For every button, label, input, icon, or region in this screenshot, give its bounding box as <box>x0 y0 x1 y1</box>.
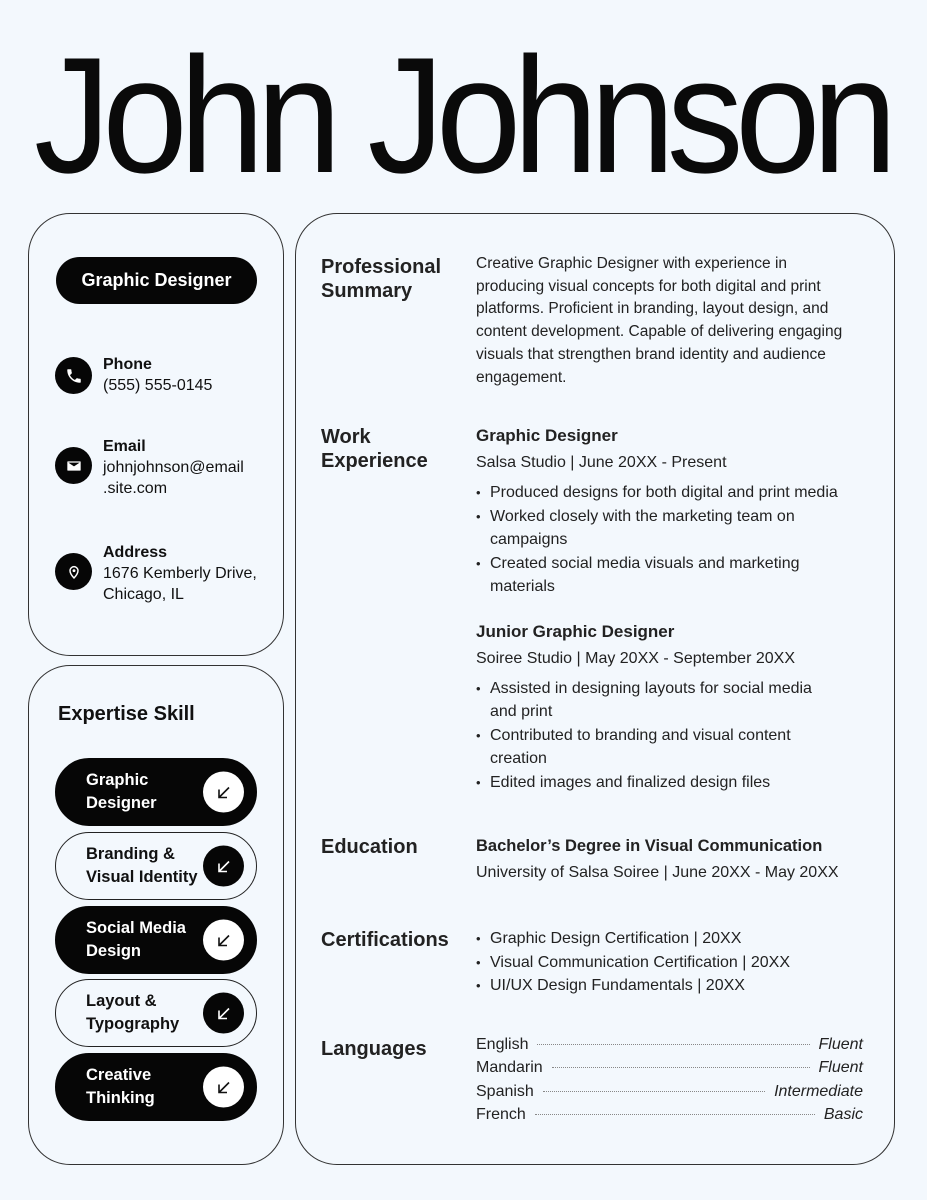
summary-title-line1: Professional <box>321 256 442 278</box>
certification-list <box>476 927 871 998</box>
phone-value[interactable]: (555) 555-0145 <box>103 377 213 394</box>
skills-title: Expertise Skill <box>58 703 195 725</box>
work-title-line2: Experience <box>321 450 428 472</box>
skill-label <box>86 769 206 815</box>
email-value-line1[interactable]: johnjohnson@email <box>103 459 244 476</box>
language-name: French <box>476 1105 526 1123</box>
skill-label-line2: Designer <box>86 794 157 812</box>
job-meta: Soiree Studio | May 20XX - September 20XX <box>476 649 795 667</box>
language-name: English <box>476 1036 529 1053</box>
language-name: Mandarin <box>476 1059 543 1077</box>
language-level: Fluent <box>818 1059 863 1077</box>
skill-label <box>86 917 206 963</box>
skill-pill[interactable] <box>55 979 257 1047</box>
summary-text: Creative Graphic Designer with experience in producing visual concepts for both digital and print platforms. Proficient in branding, layout design, and content development. Capable of delivering engaging visuals that strengthen brand identity and audience engagement. <box>476 255 843 386</box>
address-label: Address <box>103 544 168 561</box>
skill-pill[interactable] <box>55 832 257 900</box>
list-item: • Assisted in designing layouts for social media and print <box>476 677 826 724</box>
work-title-line1: Work <box>321 426 371 448</box>
phone-icon <box>55 357 92 394</box>
list-item: • Created social media visuals and marketing materials <box>476 552 821 599</box>
language-row <box>476 1036 863 1059</box>
skill-label-line2: Thinking <box>86 1089 155 1107</box>
address-value-line1: 1676 Kemberly Drive, <box>103 565 257 582</box>
skill-pill[interactable] <box>55 758 257 826</box>
list-item: • Visual Communication Certification | 20XX <box>476 951 871 975</box>
summary-title <box>321 255 461 303</box>
list-item: • Contributed to branding and visual content creation <box>476 724 816 771</box>
skill-label-line2: Visual Identity <box>86 868 198 886</box>
resume-name: John Johnson <box>34 23 890 207</box>
certifications-body <box>476 927 871 998</box>
skills-panel <box>28 665 284 1165</box>
skill-label-line1: Creative <box>86 1066 152 1084</box>
contact-panel <box>28 213 284 656</box>
job-title: Junior Graphic Designer <box>476 621 675 641</box>
skill-label-line1: Layout & <box>86 992 157 1010</box>
role-badge: Graphic Designer <box>56 257 257 304</box>
work-title <box>321 425 461 473</box>
language-row <box>476 1106 863 1129</box>
language-name: Spanish <box>476 1082 534 1100</box>
main-panel <box>295 213 895 1165</box>
skill-label-line1: Social Media <box>86 919 186 937</box>
language-row <box>476 1059 863 1082</box>
skill-label-line2: Design <box>86 942 142 960</box>
list-item: • Graphic Design Certification | 20XX <box>476 927 871 951</box>
work-experience <box>476 424 871 794</box>
job-bullets <box>476 677 871 795</box>
address-value-line2: Chicago, IL <box>103 586 184 603</box>
dotted-leader <box>552 1067 810 1068</box>
job-meta: Salsa Studio | June 20XX - Present <box>476 454 727 471</box>
languages-body <box>476 1036 863 1129</box>
degree: Bachelor’s Degree in Visual Communication <box>476 837 823 855</box>
skill-label <box>86 843 206 889</box>
skill-label-line1: Graphic <box>86 771 149 789</box>
language-row <box>476 1083 863 1106</box>
job-title: Graphic Designer <box>476 426 618 445</box>
languages-title: Languages <box>321 1038 427 1060</box>
list-item: • UI/UX Design Fundamentals | 20XX <box>476 974 871 998</box>
skill-label <box>86 990 206 1036</box>
phone-label: Phone <box>103 356 152 373</box>
email-value-line2[interactable]: .site.com <box>103 480 168 497</box>
skill-pill[interactable] <box>55 1053 257 1121</box>
education-title: Education <box>321 836 418 858</box>
arrow-down-left-icon <box>203 920 244 961</box>
list-item: • Produced designs for both digital and print media <box>476 481 871 505</box>
list-item: • Worked closely with the marketing team on campaigns <box>476 505 806 552</box>
arrow-down-left-icon <box>203 772 244 813</box>
dotted-leader <box>537 1044 809 1045</box>
dotted-leader <box>535 1114 815 1115</box>
skill-label <box>86 1064 206 1110</box>
list-item: • Edited images and finalized design files <box>476 771 871 795</box>
summary-title-line2: Summary <box>321 280 413 302</box>
language-level: Intermediate <box>774 1082 863 1100</box>
education-meta: University of Salsa Soiree | June 20XX - May 20XX <box>476 864 839 881</box>
arrow-down-left-icon <box>203 993 244 1034</box>
certifications-title: Certifications <box>321 929 449 951</box>
arrow-down-left-icon <box>203 846 244 887</box>
skill-label-line1: Branding & <box>86 845 175 863</box>
language-level: Fluent <box>818 1036 863 1053</box>
skill-pill[interactable] <box>55 906 257 974</box>
email-label: Email <box>103 438 146 455</box>
education-body <box>476 835 871 884</box>
mail-icon <box>55 447 92 484</box>
arrow-down-left-icon <box>203 1067 244 1108</box>
dotted-leader <box>543 1091 765 1092</box>
location-pin-icon <box>55 553 92 590</box>
job-bullets <box>476 481 871 599</box>
language-level: Basic <box>823 1105 863 1123</box>
skill-label-line2: Typography <box>86 1015 180 1033</box>
